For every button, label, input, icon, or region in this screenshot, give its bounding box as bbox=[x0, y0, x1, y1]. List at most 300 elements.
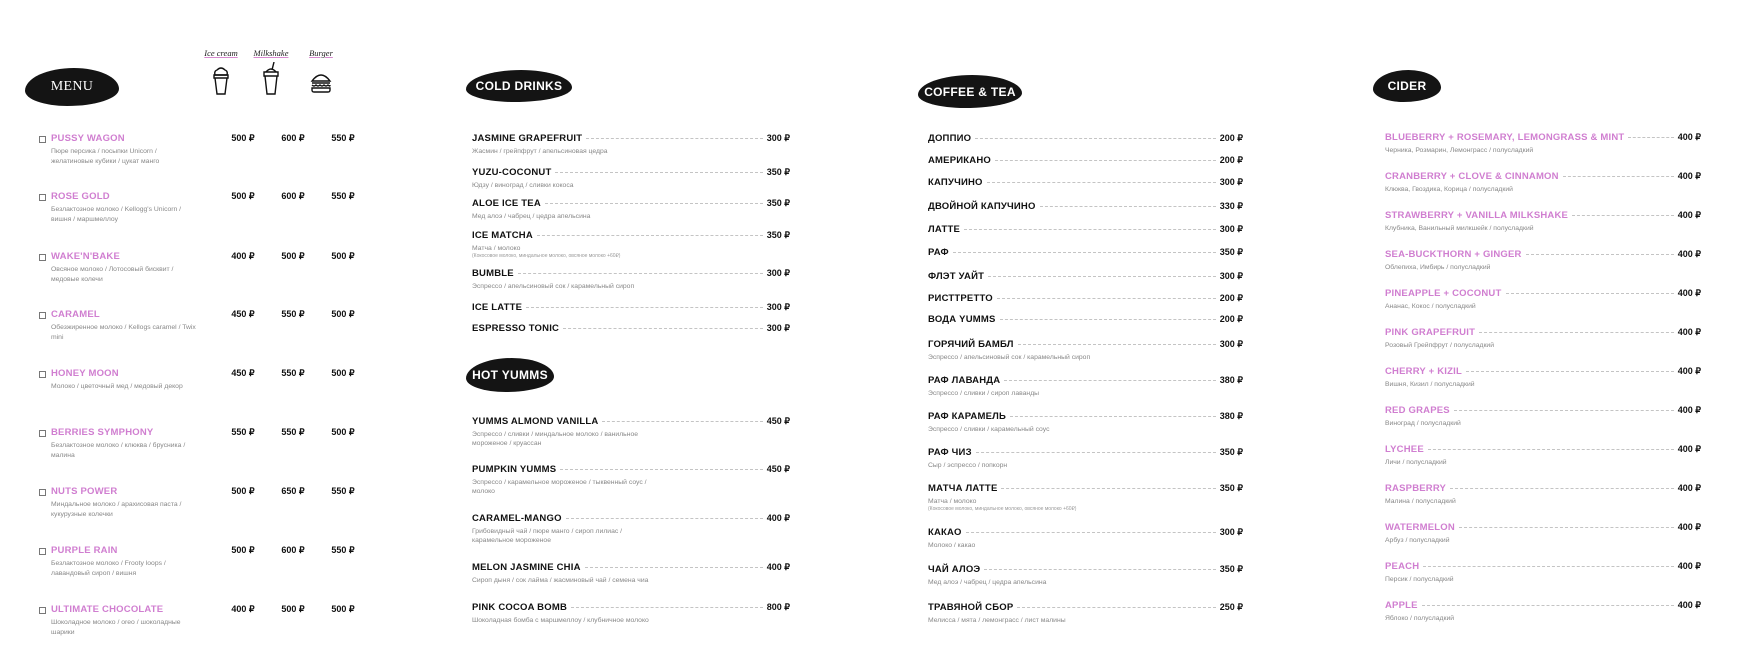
item-line bbox=[472, 513, 790, 524]
item-description: Эспрессо / сливки / сироп лаванды bbox=[928, 390, 1040, 397]
menu-item[interactable] bbox=[928, 411, 1243, 434]
item-line bbox=[928, 155, 1243, 166]
item-description: Черника, Розмарин, Лемонграсс / полусладкий bbox=[1385, 147, 1534, 154]
item-line bbox=[472, 464, 790, 475]
item-description: Эспрессо / сливки / миндальное молоко / ванильное мороженое / круассан bbox=[472, 431, 639, 447]
item-line bbox=[472, 268, 790, 279]
item-name: RASPBERRY bbox=[1385, 483, 1447, 494]
item-description: Миндальное молоко / арахисовая паста / кукурузные колечки bbox=[51, 501, 182, 518]
item-name: ВОДА YUMMS bbox=[928, 314, 996, 325]
dotted-leader bbox=[987, 182, 1216, 183]
menu-item[interactable] bbox=[472, 133, 790, 156]
item-price: 400 ₽ bbox=[1677, 132, 1701, 142]
item-price: 300 ₽ bbox=[1219, 177, 1243, 187]
menu-item[interactable] bbox=[928, 527, 1243, 550]
item-price: 400 ₽ bbox=[1677, 249, 1701, 259]
item-price: 500 ₽ bbox=[331, 604, 355, 614]
dotted-leader bbox=[1422, 605, 1674, 606]
item-line bbox=[928, 247, 1243, 258]
item-checkbox[interactable] bbox=[39, 254, 46, 261]
item-name: РАФ bbox=[928, 247, 949, 258]
dotted-leader bbox=[555, 172, 762, 173]
item-name: NUTS POWER bbox=[51, 486, 118, 497]
item-price: 600 ₽ bbox=[281, 545, 305, 555]
item-description: Эспрессо / карамельное мороженое / тыквенный соус / молоко bbox=[472, 479, 647, 495]
menu-item[interactable] bbox=[928, 271, 1243, 282]
dotted-leader bbox=[975, 138, 1216, 139]
item-price: 200 ₽ bbox=[1219, 133, 1243, 143]
item-description: Безлактозное молоко / Kellogg's Unicorn / вишня / маршмеллоу bbox=[51, 206, 182, 223]
item-line bbox=[472, 167, 790, 178]
dotted-leader bbox=[1506, 293, 1674, 294]
dotted-leader bbox=[1628, 137, 1673, 138]
item-name: CRANBERRY + CLOVE & CINNAMON bbox=[1385, 171, 1559, 182]
item-line bbox=[1385, 171, 1701, 182]
item-description: Яблоко / полусладкий bbox=[1385, 615, 1455, 622]
item-description: Сироп дыня / сок лайма / жасминовый чай / семена чиа bbox=[472, 577, 649, 584]
dotted-leader bbox=[988, 276, 1216, 277]
item-name: CARAMEL-MANGO bbox=[472, 513, 562, 524]
item-name: LYCHEE bbox=[1385, 444, 1424, 455]
item-line bbox=[928, 602, 1243, 613]
menu-item[interactable] bbox=[1385, 366, 1701, 389]
item-price: 300 ₽ bbox=[1219, 527, 1243, 537]
item-description: Юдзу / виноград / сливки кокоса bbox=[472, 182, 574, 189]
item-name: YUMMS ALMOND VANILLA bbox=[472, 416, 599, 427]
item-line bbox=[472, 133, 790, 144]
item-name: WAKE'N'BAKE bbox=[51, 251, 120, 262]
dotted-leader bbox=[1479, 332, 1674, 333]
item-line bbox=[472, 323, 790, 334]
item-name: HONEY MOON bbox=[51, 368, 119, 379]
item-name: PUSSY WAGON bbox=[51, 133, 125, 144]
item-name: РАФ ЧИЗ bbox=[928, 447, 972, 458]
item-name: PEACH bbox=[1385, 561, 1420, 572]
item-price: 300 ₽ bbox=[766, 323, 790, 333]
item-price: 400 ₽ bbox=[231, 604, 255, 614]
item-name: ROSE GOLD bbox=[51, 191, 110, 202]
item-line bbox=[928, 293, 1243, 304]
column-header-ice-cream: Ice cream bbox=[204, 48, 238, 58]
item-description: Пюре персика / посыпки Unicorn / желатиновые кубики / цукат манго bbox=[51, 148, 160, 165]
item-line bbox=[928, 201, 1243, 212]
item-price: 450 ₽ bbox=[766, 416, 790, 426]
item-price: 500 ₽ bbox=[281, 251, 305, 261]
item-price: 400 ₽ bbox=[1677, 327, 1701, 337]
menu-item[interactable] bbox=[1385, 210, 1701, 233]
item-name: SEA-BUCKTHORN + GINGER bbox=[1385, 249, 1522, 260]
item-description: Шоколадное молоко / oreo / шоколадные шарики bbox=[51, 619, 181, 636]
item-price: 400 ₽ bbox=[1677, 366, 1701, 376]
item-description: Облепиха, Имбирь / полусладкий bbox=[1385, 264, 1491, 271]
menu-item[interactable] bbox=[928, 201, 1243, 212]
item-name: ДОППИО bbox=[928, 133, 972, 144]
item-name: BUMBLE bbox=[472, 268, 514, 279]
item-price: 800 ₽ bbox=[766, 602, 790, 612]
item-line bbox=[1385, 483, 1701, 494]
item-price: 300 ₽ bbox=[766, 268, 790, 278]
dotted-leader bbox=[560, 469, 763, 470]
item-line bbox=[928, 271, 1243, 282]
item-price: 600 ₽ bbox=[281, 133, 305, 143]
item-description: Сыр / эспрессо / попкорн bbox=[928, 462, 1008, 469]
item-name: ТРАВЯНОЙ СБОР bbox=[928, 602, 1014, 613]
menu-item[interactable] bbox=[928, 602, 1243, 625]
item-name: RED GRAPES bbox=[1385, 405, 1450, 416]
item-price: 400 ₽ bbox=[1677, 288, 1701, 298]
menu-item[interactable] bbox=[472, 268, 790, 291]
item-description: Молоко / какао bbox=[928, 542, 976, 549]
menu-item[interactable] bbox=[472, 464, 790, 496]
ice-cream-icon bbox=[199, 66, 243, 98]
item-line bbox=[1385, 249, 1701, 260]
dotted-leader bbox=[984, 569, 1215, 570]
item-price: 300 ₽ bbox=[766, 302, 790, 312]
item-description: Обезжиренное молоко / Kellogs caramel / Twix mini bbox=[51, 324, 196, 341]
item-name: MELON JASMINE CHIA bbox=[472, 562, 581, 573]
item-description: Матча / молоко bbox=[472, 245, 521, 252]
item-name: АМЕРИКАНО bbox=[928, 155, 991, 166]
item-checkbox[interactable] bbox=[39, 312, 46, 319]
item-name: ЧАЙ АЛОЭ bbox=[928, 564, 981, 575]
item-checkbox[interactable] bbox=[39, 371, 46, 378]
item-name: BERRIES SYMPHONY bbox=[51, 427, 154, 438]
item-name: WATERMELON bbox=[1385, 522, 1455, 533]
column-header-burger: Burger bbox=[309, 48, 333, 58]
item-line bbox=[1385, 405, 1701, 416]
dotted-leader bbox=[1563, 176, 1674, 177]
item-price: 400 ₽ bbox=[766, 562, 790, 572]
menu-item[interactable] bbox=[1385, 561, 1701, 584]
menu-item[interactable] bbox=[1385, 405, 1701, 428]
item-price: 250 ₽ bbox=[1219, 602, 1243, 612]
item-price: 300 ₽ bbox=[1219, 271, 1243, 281]
item-description: Клюква, Гвоздика, Корица / полусладкий bbox=[1385, 186, 1513, 193]
menu-item[interactable] bbox=[928, 447, 1243, 470]
item-name: PINEAPPLE + COCONUT bbox=[1385, 288, 1502, 299]
item-name: МАТЧА ЛАТТЕ bbox=[928, 483, 998, 494]
column-header-milkshake: Milkshake bbox=[253, 48, 289, 58]
item-price: 350 ₽ bbox=[766, 230, 790, 240]
dotted-leader bbox=[953, 252, 1216, 253]
item-name: ICE MATCHA bbox=[472, 230, 533, 241]
item-price: 500 ₽ bbox=[281, 604, 305, 614]
item-name: КАПУЧИНО bbox=[928, 177, 983, 188]
dotted-leader bbox=[585, 567, 763, 568]
item-checkbox[interactable] bbox=[39, 194, 46, 201]
item-line bbox=[1385, 132, 1701, 143]
item-price: 500 ₽ bbox=[231, 486, 255, 496]
item-price: 400 ₽ bbox=[1677, 561, 1701, 571]
item-price: 350 ₽ bbox=[1219, 483, 1243, 493]
cold-drinks-title: COLD DRINKS bbox=[466, 70, 572, 102]
item-price: 380 ₽ bbox=[1219, 411, 1243, 421]
item-price: 200 ₽ bbox=[1219, 155, 1243, 165]
menu-item[interactable] bbox=[928, 155, 1243, 166]
item-line bbox=[1385, 327, 1701, 338]
dotted-leader bbox=[518, 273, 763, 274]
menu-item[interactable] bbox=[928, 293, 1243, 304]
item-price: 200 ₽ bbox=[1219, 293, 1243, 303]
item-description: Овсяное молоко / Лотосовый бисквит / медовые колечи bbox=[51, 266, 174, 283]
dotted-leader bbox=[1001, 488, 1215, 489]
dotted-leader bbox=[571, 607, 763, 608]
item-price: 400 ₽ bbox=[1677, 405, 1701, 415]
menu-item[interactable] bbox=[472, 198, 790, 221]
item-price: 300 ₽ bbox=[1219, 339, 1243, 349]
item-price: 600 ₽ bbox=[281, 191, 305, 201]
item-price: 300 ₽ bbox=[766, 133, 790, 143]
item-description: Мед алоэ / чабрец / цедра апельсина bbox=[928, 579, 1047, 586]
item-name: PINK GRAPEFRUIT bbox=[1385, 327, 1476, 338]
item-line bbox=[928, 375, 1243, 386]
menu-item[interactable] bbox=[1385, 132, 1701, 155]
item-price: 400 ₽ bbox=[1677, 171, 1701, 181]
dotted-leader bbox=[1010, 416, 1216, 417]
item-line bbox=[928, 483, 1243, 494]
menu-item[interactable] bbox=[1385, 171, 1701, 194]
item-name: PURPLE RAIN bbox=[51, 545, 118, 556]
item-description: Ананас, Кокос / полусладкий bbox=[1385, 303, 1476, 310]
item-line bbox=[928, 339, 1243, 350]
item-description: Арбуз / полусладкий bbox=[1385, 537, 1450, 544]
item-name: ГОРЯЧИЙ БАМБЛ bbox=[928, 339, 1014, 350]
menu-item[interactable] bbox=[1385, 288, 1701, 311]
dotted-leader bbox=[1450, 488, 1674, 489]
item-price: 330 ₽ bbox=[1219, 201, 1243, 211]
item-price: 550 ₽ bbox=[331, 191, 355, 201]
item-line bbox=[928, 224, 1243, 235]
menu-item[interactable] bbox=[928, 339, 1243, 362]
dotted-leader bbox=[966, 532, 1216, 533]
item-line bbox=[1385, 210, 1701, 221]
item-name: JASMINE GRAPEFRUIT bbox=[472, 133, 583, 144]
menu-item[interactable] bbox=[472, 416, 790, 448]
menu-item[interactable] bbox=[928, 375, 1243, 398]
item-line bbox=[472, 416, 790, 427]
item-line bbox=[1385, 600, 1701, 611]
item-price: 400 ₽ bbox=[766, 513, 790, 523]
item-name: YUZU-COCONUT bbox=[472, 167, 552, 178]
dotted-leader bbox=[1428, 449, 1674, 450]
item-name: ESPRESSO TONIC bbox=[472, 323, 560, 334]
menu-item[interactable] bbox=[472, 167, 790, 190]
item-note: (Кокосовое молоко, миндальное молоко, овсяное молоко +60₽) bbox=[472, 253, 621, 259]
menu-item[interactable] bbox=[1385, 600, 1701, 623]
item-name: STRAWBERRY + VANILLA MILKSHAKE bbox=[1385, 210, 1569, 221]
dotted-leader bbox=[1466, 371, 1674, 372]
burger-icon bbox=[299, 72, 343, 104]
item-description: Виноград / полусладкий bbox=[1385, 420, 1461, 427]
item-checkbox[interactable] bbox=[39, 607, 46, 614]
menu-item[interactable] bbox=[928, 483, 1243, 513]
item-price: 550 ₽ bbox=[331, 133, 355, 143]
item-checkbox[interactable] bbox=[39, 136, 46, 143]
item-description: Шоколадная бомба с маршмеллоу / клубничное молоко bbox=[472, 617, 649, 624]
dotted-leader bbox=[537, 235, 763, 236]
item-price: 650 ₽ bbox=[281, 486, 305, 496]
item-price: 550 ₽ bbox=[231, 427, 255, 437]
item-description: Вишня, Кизил / полусладкий bbox=[1385, 381, 1475, 388]
item-description: Личи / полусладкий bbox=[1385, 459, 1447, 466]
menu-item[interactable] bbox=[928, 133, 1243, 144]
item-price: 450 ₽ bbox=[231, 309, 255, 319]
item-line bbox=[928, 527, 1243, 538]
dotted-leader bbox=[1423, 566, 1673, 567]
item-line bbox=[1385, 444, 1701, 455]
item-price: 400 ₽ bbox=[1677, 600, 1701, 610]
dotted-leader bbox=[1018, 344, 1216, 345]
menu-item[interactable] bbox=[1385, 327, 1701, 350]
item-checkbox[interactable] bbox=[39, 489, 46, 496]
item-price: 550 ₽ bbox=[281, 427, 305, 437]
item-line bbox=[928, 133, 1243, 144]
dotted-leader bbox=[976, 452, 1216, 453]
item-description: Мелисса / мята / лемонграсс / лист малины bbox=[928, 617, 1066, 624]
item-name: ДВОЙНОЙ КАПУЧИНО bbox=[928, 201, 1036, 212]
menu-item[interactable] bbox=[472, 602, 790, 625]
item-price: 550 ₽ bbox=[281, 368, 305, 378]
coffee-tea-title: COFFEE & TEA bbox=[918, 75, 1022, 108]
item-name: PINK COCOA BOMB bbox=[472, 602, 568, 613]
item-price: 500 ₽ bbox=[231, 545, 255, 555]
item-price: 300 ₽ bbox=[1219, 224, 1243, 234]
dotted-leader bbox=[1004, 380, 1215, 381]
item-description: Безлактозное молоко / Frooty loops / лавандовый сироп / вишня bbox=[51, 560, 166, 577]
dotted-leader bbox=[586, 138, 763, 139]
item-name: КАКАО bbox=[928, 527, 962, 538]
item-description: Жасмин / грейпфрут / апельсиновая цедра bbox=[472, 148, 608, 155]
item-name: ULTIMATE CHOCOLATE bbox=[51, 604, 164, 615]
item-price: 200 ₽ bbox=[1219, 314, 1243, 324]
item-price: 500 ₽ bbox=[231, 191, 255, 201]
dotted-leader bbox=[1454, 410, 1674, 411]
item-name: ФЛЭТ УАЙТ bbox=[928, 271, 985, 282]
dotted-leader bbox=[997, 298, 1216, 299]
dotted-leader bbox=[566, 518, 763, 519]
item-name: ЛАТТЕ bbox=[928, 224, 960, 235]
item-name: РАФ КАРАМЕЛЬ bbox=[928, 411, 1007, 422]
cider-title: CIDER bbox=[1373, 70, 1441, 102]
menu-item[interactable] bbox=[928, 177, 1243, 188]
menu-item[interactable] bbox=[1385, 444, 1701, 467]
menu-item[interactable] bbox=[1385, 483, 1701, 506]
menu-item[interactable] bbox=[472, 302, 790, 313]
menu-title: MENU bbox=[25, 68, 119, 106]
item-note: (Кокосовое молоко, миндальное молоко, овсяное молоко +60₽) bbox=[928, 506, 1077, 512]
item-line bbox=[928, 447, 1243, 458]
dotted-leader bbox=[1572, 215, 1674, 216]
item-name: APPLE bbox=[1385, 600, 1418, 611]
item-description: Розовый Грейпфрут / полусладкий bbox=[1385, 342, 1495, 349]
dotted-leader bbox=[995, 160, 1216, 161]
dotted-leader bbox=[526, 307, 763, 308]
dotted-leader bbox=[1000, 319, 1216, 320]
item-checkbox[interactable] bbox=[39, 548, 46, 555]
item-name: РАФ ЛАВАНДА bbox=[928, 375, 1001, 386]
item-description: Безлактозное молоко / клюква / брусника / малина bbox=[51, 442, 186, 459]
item-price: 350 ₽ bbox=[1219, 447, 1243, 457]
menu-item[interactable] bbox=[472, 513, 790, 545]
item-price: 350 ₽ bbox=[766, 198, 790, 208]
item-name: PUMPKIN YUMMS bbox=[472, 464, 557, 475]
item-name: ALOE ICE TEA bbox=[472, 198, 541, 209]
item-line bbox=[928, 177, 1243, 188]
item-price: 350 ₽ bbox=[766, 167, 790, 177]
dotted-leader bbox=[1526, 254, 1674, 255]
item-price: 500 ₽ bbox=[331, 368, 355, 378]
item-price: 350 ₽ bbox=[1219, 564, 1243, 574]
hot-yumms-title: HOT YUMMS bbox=[466, 358, 554, 392]
item-price: 500 ₽ bbox=[331, 427, 355, 437]
item-line bbox=[1385, 561, 1701, 572]
dotted-leader bbox=[545, 203, 763, 204]
item-description: Грибовидный чай / пюре манго / сироп лилиас / карамельное мороженое bbox=[472, 528, 623, 544]
dotted-leader bbox=[964, 229, 1216, 230]
item-price: 500 ₽ bbox=[231, 133, 255, 143]
item-line bbox=[472, 602, 790, 613]
item-line bbox=[472, 198, 790, 209]
menu-item[interactable] bbox=[928, 247, 1243, 258]
item-description: Мед алоэ / чабрец / цедра апельсина bbox=[472, 213, 591, 220]
menu-item[interactable] bbox=[1385, 522, 1701, 545]
item-name: ICE LATTE bbox=[472, 302, 523, 313]
item-line bbox=[472, 230, 790, 241]
item-name: BLUEBERRY + ROSEMARY, LEMONGRASS & MINT bbox=[1385, 132, 1625, 143]
item-description: Малина / полусладкий bbox=[1385, 498, 1456, 505]
menu-item[interactable] bbox=[928, 224, 1243, 235]
dotted-leader bbox=[1459, 527, 1674, 528]
item-price: 550 ₽ bbox=[331, 486, 355, 496]
item-description: Персик / полусладкий bbox=[1385, 576, 1454, 583]
menu-item[interactable] bbox=[472, 230, 790, 260]
dotted-leader bbox=[602, 421, 762, 422]
item-line bbox=[1385, 288, 1701, 299]
menu-item[interactable] bbox=[472, 323, 790, 334]
item-price: 400 ₽ bbox=[1677, 444, 1701, 454]
item-price: 450 ₽ bbox=[231, 368, 255, 378]
item-line bbox=[1385, 366, 1701, 377]
item-price: 550 ₽ bbox=[281, 309, 305, 319]
dotted-leader bbox=[563, 328, 763, 329]
item-line bbox=[472, 302, 790, 313]
menu-item[interactable] bbox=[928, 564, 1243, 587]
item-description: Молоко / цветочный мед / медовый декор bbox=[51, 383, 183, 390]
item-name: CARAMEL bbox=[51, 309, 100, 320]
item-description: Клубника, Ванильный милкшейк / полусладкий bbox=[1385, 225, 1534, 232]
item-price: 350 ₽ bbox=[1219, 247, 1243, 257]
item-checkbox[interactable] bbox=[39, 430, 46, 437]
item-line bbox=[1385, 522, 1701, 533]
dotted-leader bbox=[1017, 607, 1215, 608]
item-line bbox=[928, 411, 1243, 422]
item-price: 380 ₽ bbox=[1219, 375, 1243, 385]
item-price: 400 ₽ bbox=[1677, 483, 1701, 493]
menu-item[interactable] bbox=[1385, 249, 1701, 272]
item-price: 450 ₽ bbox=[766, 464, 790, 474]
menu-item[interactable] bbox=[472, 562, 790, 585]
dotted-leader bbox=[1040, 206, 1216, 207]
menu-item[interactable] bbox=[928, 314, 1243, 325]
item-price: 400 ₽ bbox=[231, 251, 255, 261]
item-name: CHERRY + KIZIL bbox=[1385, 366, 1462, 377]
item-description: Эспрессо / апельсиновый сок / карамельный сироп bbox=[472, 283, 635, 290]
item-price: 400 ₽ bbox=[1677, 210, 1701, 220]
item-line bbox=[928, 564, 1243, 575]
item-description: Эспрессо / апельсиновый сок / карамельный сироп bbox=[928, 354, 1091, 361]
item-price: 400 ₽ bbox=[1677, 522, 1701, 532]
item-line bbox=[928, 314, 1243, 325]
